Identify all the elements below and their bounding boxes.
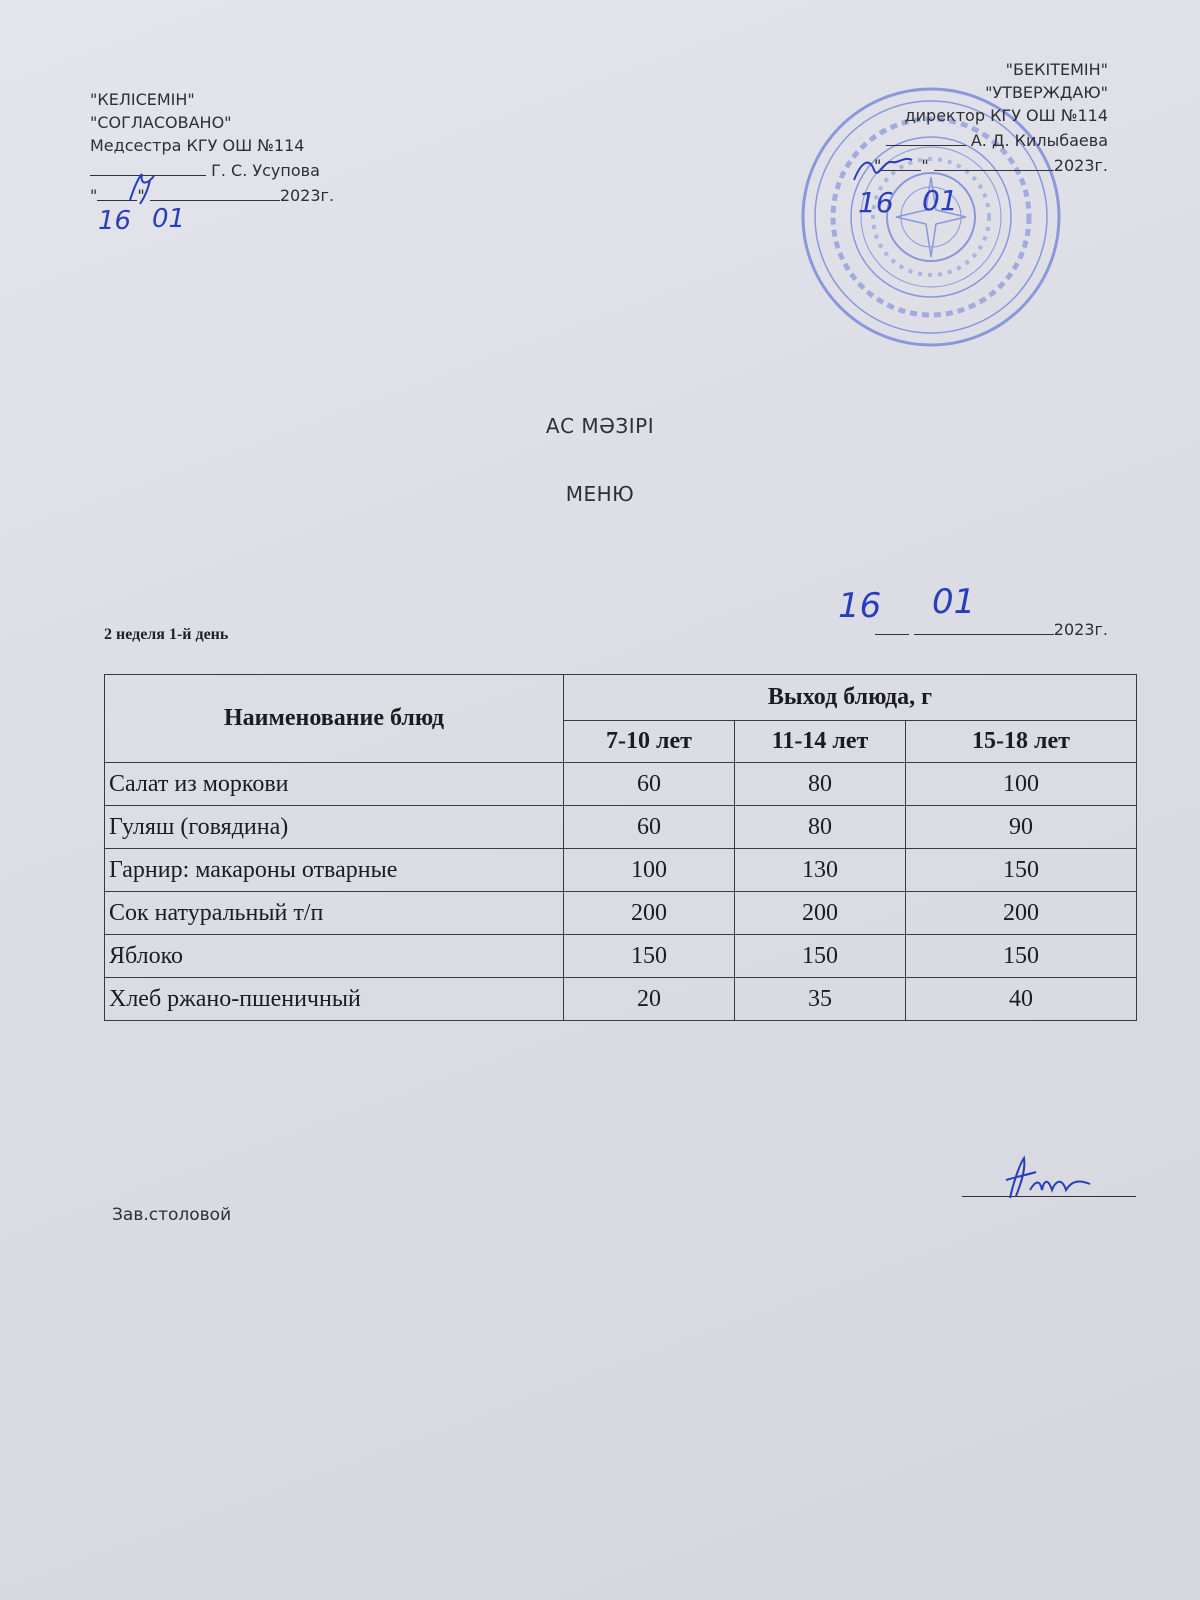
table-row (105, 763, 1137, 806)
yield-cell: 200 (906, 892, 1137, 935)
table-row (105, 849, 1137, 892)
right-hw-day: 16 (858, 186, 894, 219)
table-row (105, 935, 1137, 978)
approval-right-kz: "БЕКІТЕМІН" (1005, 60, 1108, 79)
approval-left-date: " " 2023г. (90, 182, 334, 207)
right-signature-scribble (848, 150, 918, 190)
table-row (105, 978, 1137, 1021)
table-row (105, 806, 1137, 849)
approval-right-position: директор КГУ ОШ №114 (904, 106, 1108, 125)
left-signature-scribble (120, 168, 170, 208)
header-age-15-18: 15-18 лет (906, 721, 1137, 763)
left-hw-day: 16 (98, 206, 132, 236)
menu-date-year: 2023г. (1053, 620, 1108, 639)
dish-name: Сок натуральный т/п (105, 892, 564, 935)
yield-cell: 200 (735, 892, 906, 935)
yield-cell: 35 (735, 978, 906, 1021)
menu-table (104, 674, 1137, 1021)
header-age-7-10: 7-10 лет (564, 721, 735, 763)
approval-right-date: " " 2023г. (874, 152, 1108, 177)
yield-cell: 150 (564, 935, 735, 978)
yield-cell: 200 (564, 892, 735, 935)
header-dish-name: Наименование блюд (105, 675, 564, 763)
yield-cell: 150 (906, 935, 1137, 978)
approval-right-signature-line (874, 127, 1108, 152)
right-hw-month: 01 (922, 184, 958, 217)
yield-cell: 130 (735, 849, 906, 892)
yield-cell: 20 (564, 978, 735, 1021)
menu-hw-day: 16 (838, 586, 882, 626)
menu-hw-month: 01 (932, 582, 976, 622)
title-ru: МЕНЮ (565, 482, 635, 506)
dish-name: Салат из моркови (105, 763, 564, 806)
header-age-11-14: 11-14 лет (735, 721, 906, 763)
approval-right-name: А. Д. Килыбаева (970, 131, 1108, 150)
left-hw-month: 01 (152, 204, 186, 234)
dish-name: Гарнир: макароны отварные (105, 849, 564, 892)
yield-cell: 80 (735, 763, 906, 806)
approval-right-year: 2023г. (1053, 156, 1108, 175)
footer-signature (990, 1150, 1110, 1210)
yield-cell: 100 (906, 763, 1137, 806)
approval-left-ru: "СОГЛАСОВАНО" (90, 113, 232, 132)
approval-right-ru: "УТВЕРЖДАЮ" (985, 83, 1108, 102)
yield-cell: 80 (735, 806, 906, 849)
dish-name: Хлеб ржано-пшеничный (105, 978, 564, 1021)
yield-cell: 40 (906, 978, 1137, 1021)
footer-label: Зав.столовой (112, 1205, 232, 1225)
yield-cell: 90 (906, 806, 1137, 849)
menu-date (875, 616, 1108, 641)
header-yield: Выход блюда, г (564, 675, 1137, 721)
approval-left-year: 2023г. (279, 186, 335, 205)
approval-left-kz: "КЕЛІСЕМІН" (90, 90, 195, 109)
table-row (105, 892, 1137, 935)
yield-cell: 100 (564, 849, 735, 892)
dish-name: Гуляш (говядина) (105, 806, 564, 849)
week-day-label: 2 неделя 1-й день (104, 626, 229, 643)
yield-cell: 150 (735, 935, 906, 978)
yield-cell: 60 (564, 763, 735, 806)
dish-name: Яблоко (105, 935, 564, 978)
yield-cell: 150 (906, 849, 1137, 892)
approval-left-name: Г. С. Усупова (211, 161, 320, 180)
yield-cell: 60 (564, 806, 735, 849)
title-kz: АС МӘЗІРІ (545, 414, 655, 438)
approval-left-position: Медсестра КГУ ОШ №114 (90, 136, 305, 155)
